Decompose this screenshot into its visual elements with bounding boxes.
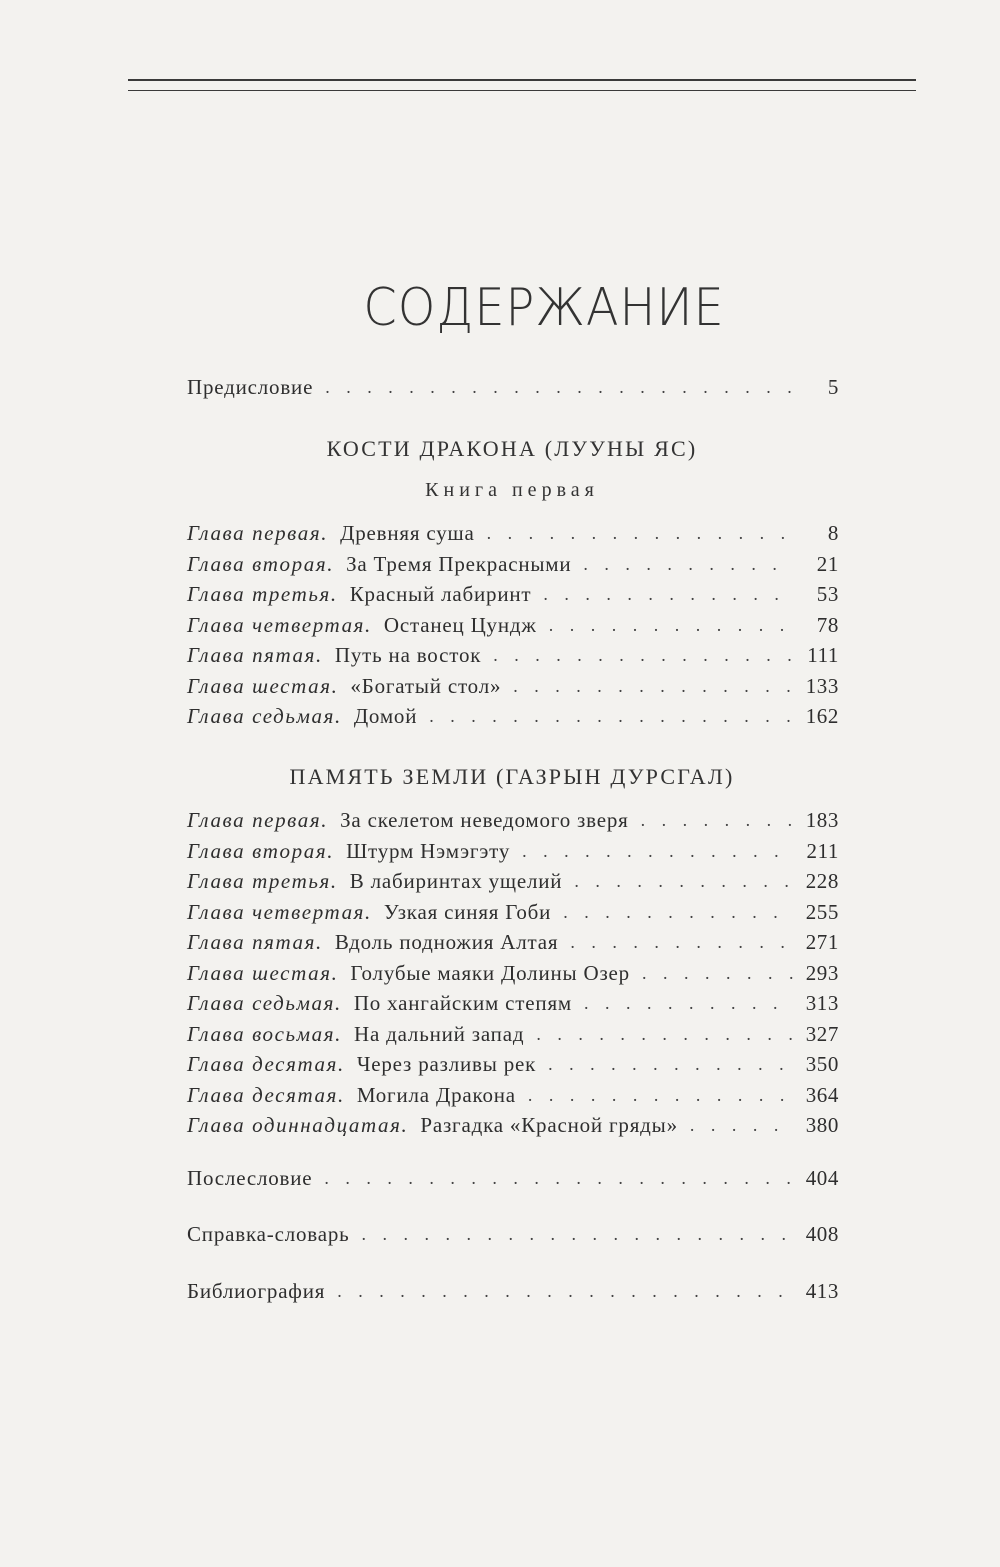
toc-entry[interactable] xyxy=(187,1080,839,1110)
leader-dots xyxy=(548,1049,793,1079)
page-number: 111 xyxy=(807,643,839,667)
page-number: 53 xyxy=(816,582,839,606)
part1-subheading: Книга первая xyxy=(425,479,599,501)
page-number: 183 xyxy=(805,808,839,832)
toc-entry[interactable] xyxy=(187,610,839,640)
leader-dots xyxy=(536,1019,793,1049)
page-number: 228 xyxy=(805,869,839,893)
entry-label: Предисловие xyxy=(187,375,314,399)
chapter-title: За Тремя Прекрасными xyxy=(346,552,572,576)
chapter-number: Глава восьмая. xyxy=(187,1022,342,1046)
chapter-title: Штурм Нэмэгэту xyxy=(346,839,511,863)
page-number: 380 xyxy=(805,1113,839,1137)
leader-dots xyxy=(362,1219,793,1249)
part1-heading: КОСТИ ДРАКОНА (ЛУУНЫ ЯС) xyxy=(326,436,698,461)
page-number: 8 xyxy=(827,521,839,545)
leader-dots xyxy=(574,866,793,896)
chapter-number: Глава первая. xyxy=(187,808,329,832)
chapter-title: Домой xyxy=(353,704,418,728)
leader-dots xyxy=(522,836,793,866)
leader-dots xyxy=(528,1080,793,1110)
leader-dots xyxy=(337,1276,793,1306)
page-number: 78 xyxy=(816,613,839,637)
leader-dots xyxy=(583,549,793,579)
page-number: 21 xyxy=(816,552,839,576)
chapter-number: Глава десятая. xyxy=(187,1052,345,1076)
chapter-title: «Богатый стол» xyxy=(350,674,502,698)
page-title: СОДЕРЖАНИЕ xyxy=(363,278,725,338)
leader-dots xyxy=(493,640,793,670)
leader-dots xyxy=(563,897,793,927)
chapter-number: Глава шестая. xyxy=(187,674,339,698)
chapter-number: Глава седьмая. xyxy=(187,704,342,728)
chapter-title: В лабиринтах ущелий xyxy=(349,869,563,893)
leader-dots xyxy=(429,701,793,731)
chapter-title: По хангайским степям xyxy=(353,991,572,1015)
page-number: 313 xyxy=(805,991,839,1015)
toc-entry[interactable] xyxy=(187,701,839,731)
page-number: 5 xyxy=(827,375,839,399)
page-number: 211 xyxy=(806,839,839,863)
toc-entry[interactable] xyxy=(187,866,839,896)
chapter-title: Узкая синяя Гоби xyxy=(383,900,552,924)
page-number: 255 xyxy=(805,900,839,924)
chapter-number: Глава десятая. xyxy=(187,1083,345,1107)
top-rule xyxy=(128,79,916,81)
chapter-title: Путь на восток xyxy=(334,643,482,667)
chapter-title: На дальний запад xyxy=(354,1022,525,1046)
toc-entry-afterword[interactable] xyxy=(187,1163,839,1193)
toc-entry[interactable] xyxy=(187,836,839,866)
toc-entry-preface[interactable] xyxy=(187,372,839,402)
toc-entry[interactable] xyxy=(187,549,839,579)
entry-label: Справка-словарь xyxy=(187,1222,350,1246)
chapter-title: Разгадка «Красной гряды» xyxy=(420,1113,678,1137)
toc-entry[interactable] xyxy=(187,518,839,548)
leader-dots xyxy=(487,518,793,548)
chapter-number: Глава третья. xyxy=(187,582,338,606)
chapter-number: Глава шестая. xyxy=(187,961,339,985)
chapter-number: Глава четвертая. xyxy=(187,613,372,637)
top-rule-thin xyxy=(128,90,916,91)
chapter-title: Могила Дракона xyxy=(356,1083,516,1107)
page-number: 293 xyxy=(805,961,839,985)
leader-dots xyxy=(641,805,793,835)
toc-entry[interactable] xyxy=(187,579,839,609)
page-number: 133 xyxy=(805,674,839,698)
chapter-number: Глава первая. xyxy=(187,521,329,545)
toc-entry[interactable] xyxy=(187,671,839,701)
toc-entry[interactable] xyxy=(187,805,839,835)
chapter-number: Глава пятая. xyxy=(187,643,323,667)
leader-dots xyxy=(642,958,793,988)
leader-dots xyxy=(690,1110,793,1140)
chapter-number: Глава пятая. xyxy=(187,930,323,954)
leader-dots xyxy=(543,579,793,609)
chapter-title: Голубые маяки Долины Озер xyxy=(350,961,630,985)
leader-dots xyxy=(549,610,793,640)
chapter-number: Глава четвертая. xyxy=(187,900,372,924)
page-number: 350 xyxy=(805,1052,839,1076)
chapter-title: За скелетом неведомого зверя xyxy=(340,808,629,832)
toc-entry[interactable] xyxy=(187,1019,839,1049)
toc-entry-bibliography[interactable] xyxy=(187,1276,839,1306)
chapter-title: Останец Цундж xyxy=(383,613,537,637)
leader-dots xyxy=(584,988,793,1018)
toc-entry[interactable] xyxy=(187,897,839,927)
chapter-title: Красный лабиринт xyxy=(349,582,532,606)
leader-dots xyxy=(325,372,793,402)
chapter-number: Глава седьмая. xyxy=(187,991,342,1015)
toc-entry[interactable] xyxy=(187,1110,839,1140)
entry-label: Библиография xyxy=(187,1279,326,1303)
part2-heading: ПАМЯТЬ ЗЕМЛИ (ГАЗРЫН ДУРСГАЛ) xyxy=(289,764,735,789)
toc-entry[interactable] xyxy=(187,958,839,988)
page-number: 413 xyxy=(805,1279,839,1303)
chapter-number: Глава вторая. xyxy=(187,552,335,576)
chapter-number: Глава третья. xyxy=(187,869,338,893)
toc-entry[interactable] xyxy=(187,988,839,1018)
chapter-number: Глава одиннадцатая. xyxy=(187,1113,409,1137)
page-number: 162 xyxy=(805,704,839,728)
page-number: 408 xyxy=(805,1222,839,1246)
chapter-title: Через разливы рек xyxy=(356,1052,537,1076)
page-number: 327 xyxy=(805,1022,839,1046)
chapter-number: Глава вторая. xyxy=(187,839,335,863)
toc-entry[interactable] xyxy=(187,640,839,670)
page-number: 271 xyxy=(805,930,839,954)
toc-entry-glossary[interactable] xyxy=(187,1219,839,1249)
leader-dots xyxy=(513,671,793,701)
page-number: 404 xyxy=(805,1166,839,1190)
toc-entry[interactable] xyxy=(187,927,839,957)
chapter-title: Древняя суша xyxy=(340,521,475,545)
page-number: 364 xyxy=(805,1083,839,1107)
leader-dots xyxy=(570,927,793,957)
entry-label: Послесловие xyxy=(187,1166,313,1190)
leader-dots xyxy=(324,1163,793,1193)
chapter-title: Вдоль подножия Алтая xyxy=(334,930,559,954)
toc-entry[interactable] xyxy=(187,1049,839,1079)
